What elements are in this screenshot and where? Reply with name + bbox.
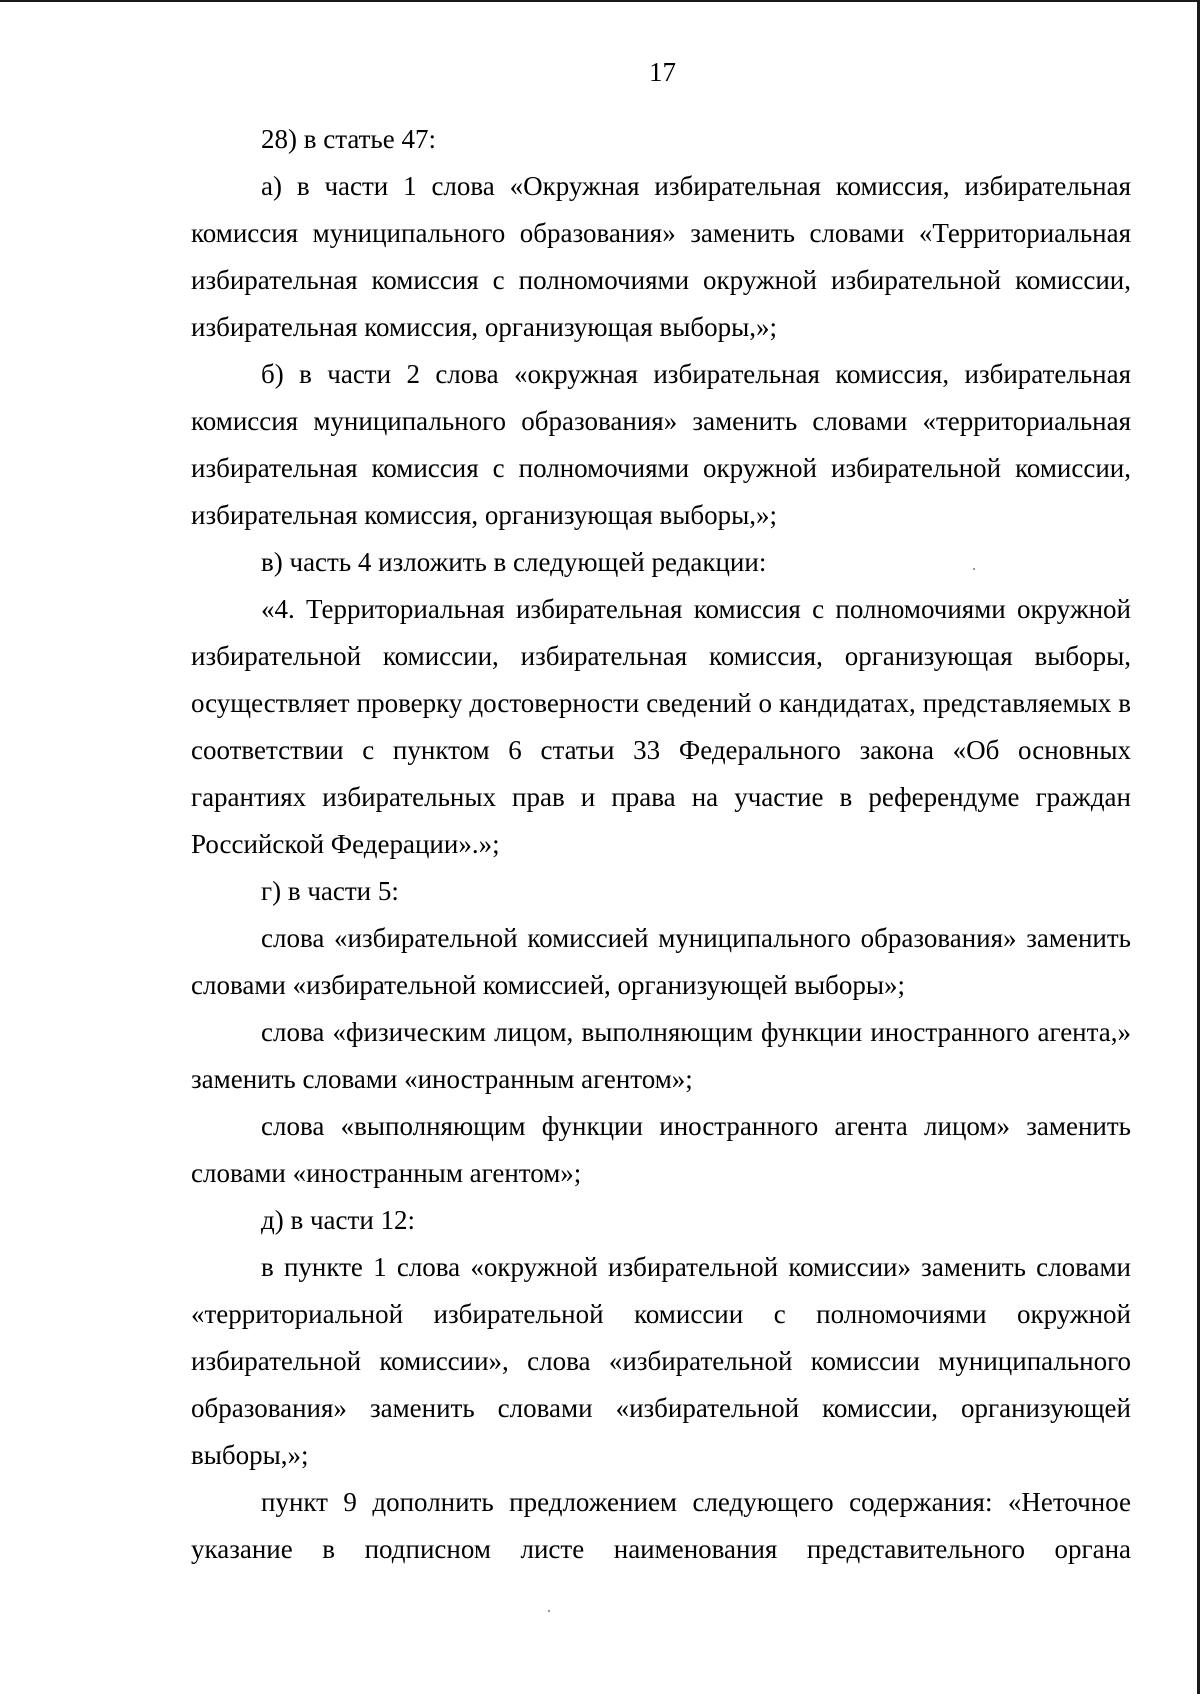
paragraph-item-28: 28) в статье 47:	[261, 124, 436, 154]
page-border-top	[0, 0, 1200, 2]
page-number: 17	[649, 57, 676, 87]
document-body	[191, 116, 1131, 1573]
scan-speck	[548, 1610, 550, 1612]
paragraph-sub-v: в) часть 4 изложить в следующей редакции:	[261, 547, 767, 577]
paragraph-sub-g: г) в части 5:	[261, 876, 399, 906]
scan-speck	[973, 568, 975, 570]
paragraph-sub-g-3: слова «выполняющим функции иностранного агента лицом» заменить словами «иностранным агентом»;	[191, 1111, 1131, 1188]
paragraph-sub-a: а) в части 1 слова «Окружная избирательная комиссия, избирательная комиссия муниципального образования» заменить словами «Территориальная избирательная комиссия с полномочиями окружной избирательной комиссии, избирательная комиссия, организующая выборы,»;	[191, 171, 1131, 342]
paragraph-sub-g-2: слова «физическим лицом, выполняющим функции иностранного агента,» заменить словами «иностранным агентом»;	[191, 1017, 1131, 1094]
paragraph-sub-d-1: в пункте 1 слова «окружной избирательной комиссии» заменить словами «территориальной избирательной комиссии с полномочиями окружной избирательной комиссии», слова «избирательной комиссии муниципального образования» заменить словами «избирательной комиссии, организующей выборы,»;	[191, 1252, 1131, 1470]
paragraph-sub-d: д) в части 12:	[261, 1205, 416, 1235]
paragraph-sub-d-2: пункт 9 дополнить предложением следующего содержания: «Неточное указание в подписном листе наименования представительного органа	[191, 1487, 1131, 1564]
paragraph-part-4-text: «4. Территориальная избирательная комиссия с полномочиями окружной избирательной комиссии, избирательная комиссия, организующая выборы, осуществляет проверку достоверности сведений о кандидатах, представляемых в соответствии с пунктом 6 статьи 33 Федерального закона «Об основных гарантиях избирательных прав и права на участие в референдуме граждан Российской Федерации».»;	[191, 594, 1131, 859]
paragraph-sub-g-1: слова «избирательной комиссией муниципального образования» заменить словами «избирательной комиссией, организующей выборы»;	[191, 923, 1131, 1000]
paragraph-sub-b: б) в части 2 слова «окружная избирательная комиссия, избирательная комиссия муниципального образования» заменить словами «территориальная избирательная комиссия с полномочиями окружной избирательной комиссии, избирательная комиссия, организующая выборы,»;	[191, 359, 1131, 530]
